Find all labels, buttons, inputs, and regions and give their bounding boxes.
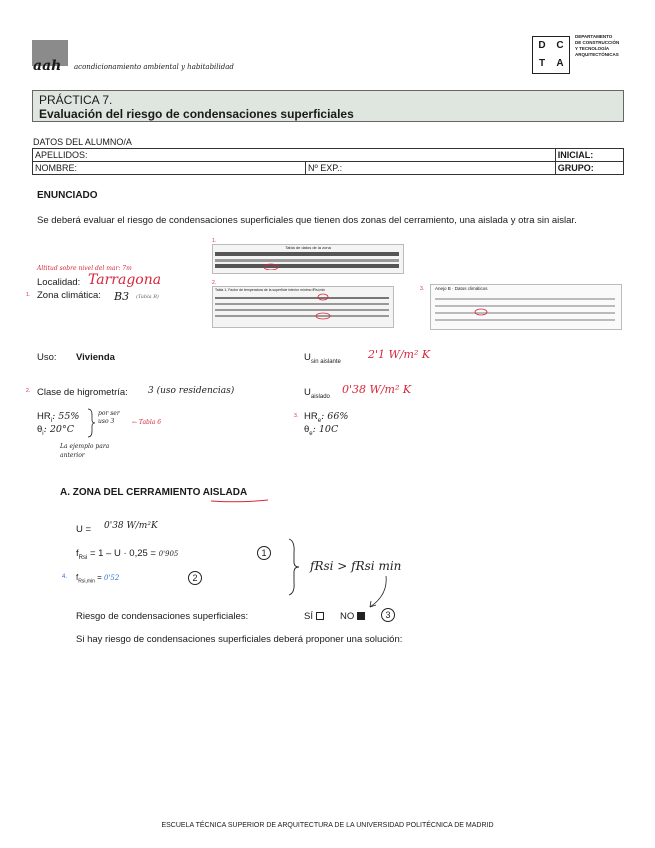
ti-symbol: θ (37, 424, 43, 435)
hre-value: : 66% (321, 411, 349, 422)
altitud-note: Altitud sobre nivel del mar: 7m (37, 265, 132, 272)
localidad-label: Localidad: (37, 277, 81, 288)
dept-line: DEPARTAMENTO (575, 34, 613, 39)
marker-3: 3. (294, 413, 299, 419)
dept-line: ARQUITECTÓNICAS (575, 52, 619, 57)
si-option[interactable] (304, 611, 324, 622)
enunciado-text: Se deberá evaluar el riesgo de condensaciones superficiales que tienen dos zonas del cerramiento, una aislada y otra sin aislar. (37, 215, 577, 226)
grupo-field[interactable]: GRUPO: (555, 162, 623, 175)
hre-row (304, 411, 348, 424)
u-subscript: aislado (310, 393, 330, 400)
te-value: : 10C (312, 424, 339, 435)
department-name (575, 34, 635, 58)
thumb-title: Anejo B · Datos climáticos (435, 286, 488, 291)
no-option[interactable] (340, 611, 365, 622)
zona-label: Zona climática: (37, 290, 101, 301)
frsi-formula: = 1 – U · 0,25 = (87, 548, 159, 559)
u-aislado-label (304, 387, 330, 400)
frsi-subscript: Rsi (78, 554, 88, 561)
thumb-table-location (212, 244, 404, 274)
alumno-section-label: DATOS DEL ALUMNO/A (33, 137, 132, 147)
frsimin-subscript: Rsi,min (78, 578, 95, 585)
frsimin-symbol: f (76, 573, 79, 582)
no-label: NO (340, 611, 355, 622)
underline-mark (210, 499, 270, 503)
u-line-value: 0'38 W/m²K (104, 521, 158, 531)
hre-subscript: e (317, 417, 322, 424)
dcta-letter: T (538, 58, 546, 69)
dept-line: Y TECNOLOGÍA (575, 46, 610, 51)
nombre-field[interactable]: NOMBRE: (33, 162, 306, 175)
arrow-icon (362, 575, 390, 611)
uso-label: Uso: (37, 352, 57, 363)
zona-note: (Tabla B) (136, 294, 159, 300)
footer-text: ESCUELA TÉCNICA SUPERIOR DE ARQUITECTURA DE LA UNIVERSIDAD POLITÉCNICA DE MADRID (161, 822, 494, 829)
enunciado-heading: ENUNCIADO (37, 190, 98, 201)
aah-logo-subtitle: acondicionamiento ambiental y habitabilidad (74, 63, 234, 71)
frsimin-value: 0'52 (104, 574, 120, 582)
hri-row (37, 411, 79, 424)
practice-number: PRÁCTICA 7. (39, 93, 113, 107)
ejemplo-note: La ejemplo para anterior (60, 443, 110, 459)
tabla-note: ← Tabla 6 (132, 419, 162, 426)
brace-icon (86, 408, 96, 438)
alumno-form (32, 148, 624, 175)
circle-marker-3: 3 (381, 608, 395, 622)
dcta-letter: A (556, 58, 564, 69)
dcta-letter: D (538, 40, 546, 51)
localidad-value: Tarragona (88, 272, 162, 288)
brace-icon (287, 538, 301, 596)
dcta-letter: C (556, 40, 564, 51)
thumb-grid (431, 292, 619, 328)
hri-value: : 55% (52, 411, 80, 422)
solucion-text: Si hay riesgo de condensaciones superficiales deberá proponer una solución: (76, 634, 403, 645)
inicial-field[interactable]: INICIAL: (555, 149, 623, 162)
marker-1: 1. (26, 292, 31, 298)
frsi-line (76, 548, 178, 561)
frsi-value: 0'905 (158, 550, 179, 558)
higrometria-label: Clase de higrometría: (37, 387, 128, 398)
ti-value: : 20°C (43, 424, 74, 435)
thumb-grid (213, 250, 401, 270)
te-symbol: θ (304, 424, 310, 435)
u-symbol: U (304, 387, 311, 398)
higrometria-value: 3 (uso residencias) (148, 386, 235, 396)
dcta-logo (532, 36, 570, 74)
u-subscript: sin aislante (310, 358, 341, 365)
thumb-table-climate (430, 284, 622, 330)
te-row (304, 424, 338, 437)
brace-note: por ser uso 3 (98, 410, 120, 425)
no-checkbox[interactable] (357, 612, 365, 620)
frsimin-line (76, 573, 119, 585)
circle-marker-1: 1 (257, 546, 271, 560)
ti-subscript: i (42, 430, 44, 437)
si-checkbox[interactable] (316, 612, 324, 620)
practice-title-box (32, 90, 624, 122)
thumb-title: Tabla 1. Factor de temperatura de la superficie interior mínimo fRsi,min (215, 288, 326, 292)
aah-logo-text: aah (33, 58, 62, 74)
marker-thumb: 3. (420, 286, 425, 292)
frsimin-eq: = (94, 573, 105, 582)
thumb-grid (213, 293, 391, 325)
te-subscript: e (309, 430, 313, 437)
apellidos-field[interactable]: APELLIDOS: (33, 149, 556, 162)
dept-line: DE CONSTRUCCIÓN (575, 40, 620, 45)
marker-4: 4. (62, 574, 68, 580)
u-sin-aislante-value: 2'1 W/m² K (368, 348, 431, 361)
riesgo-label: Riesgo de condensaciones superficiales: (76, 611, 249, 622)
uso-value: Vivienda (76, 352, 115, 363)
thumb-title: Tabla de datos de la zona (285, 245, 331, 250)
si-label: SÍ (304, 611, 313, 622)
nexp-field[interactable]: Nº EXP.: (306, 162, 556, 175)
compare-note: fRsi > fRsi min (310, 559, 402, 573)
circle-marker-2: 2 (188, 571, 202, 585)
frsi-symbol: f (76, 548, 79, 559)
marker-2: 2. (26, 388, 31, 394)
zona-value: B3 (114, 290, 130, 303)
u-symbol: U (304, 352, 311, 363)
hri-subscript: i (50, 417, 53, 424)
ti-row (37, 424, 74, 437)
hre-symbol: HR (304, 411, 318, 422)
thumb-table-frsi (212, 286, 394, 328)
practice-title: Evaluación del riesgo de condensaciones superficiales (39, 107, 354, 121)
u-aislado-value: 0'38 W/m² K (342, 383, 412, 396)
u-sin-aislante-label (304, 352, 341, 365)
hri-symbol: HR (37, 411, 51, 422)
u-line-label: U = (76, 524, 92, 535)
marker-thumb: 1. (212, 238, 217, 244)
marker-thumb: 2. (212, 280, 217, 286)
zona-aislada-heading: A. ZONA DEL CERRAMIENTO AISLADA (60, 487, 248, 498)
